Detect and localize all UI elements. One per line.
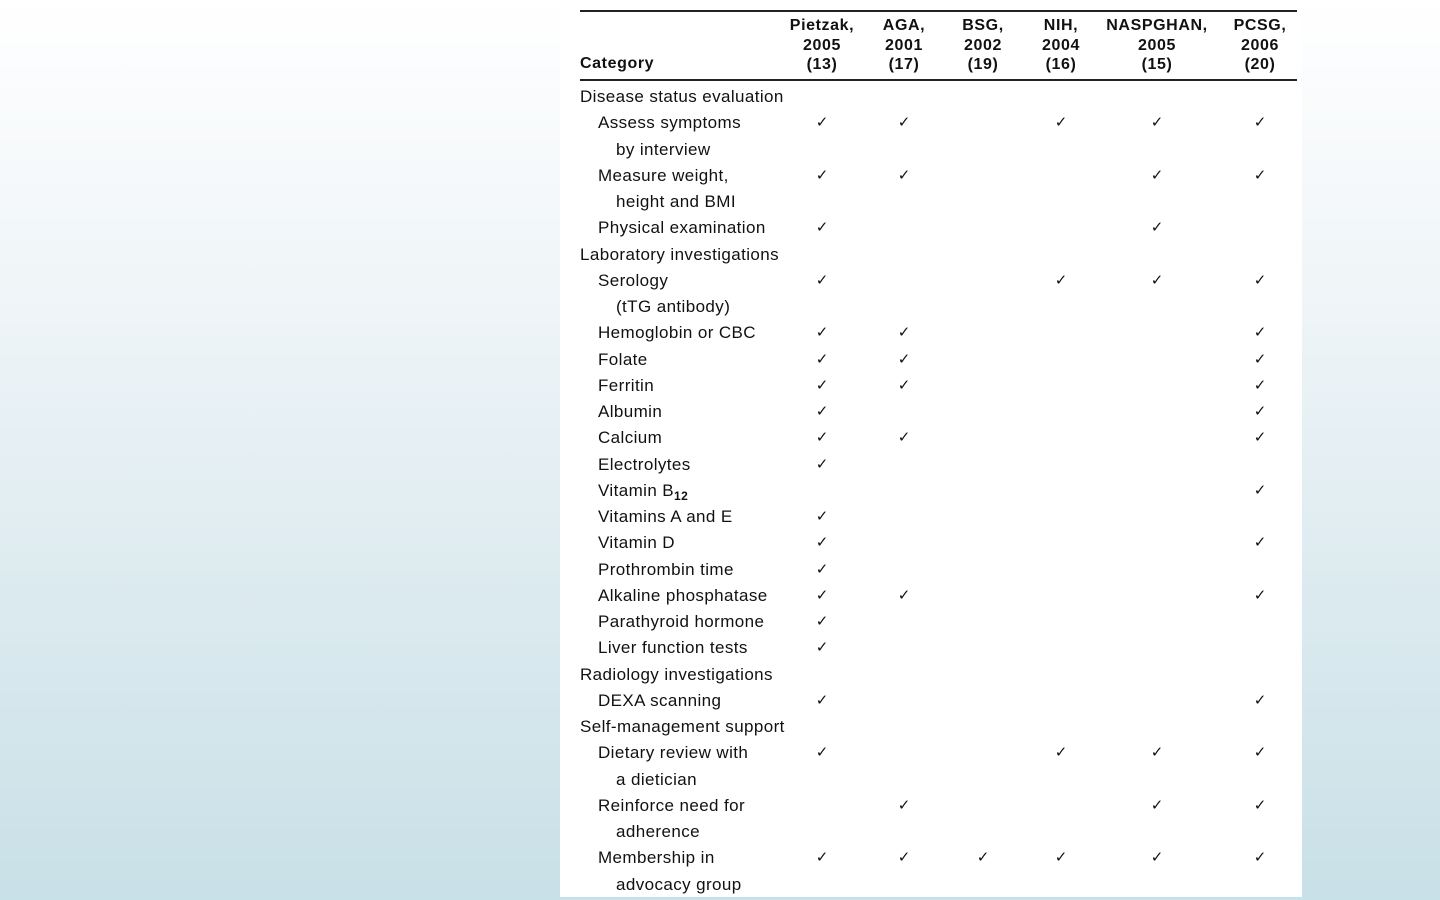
column-header-name: AGA, bbox=[882, 17, 926, 34]
checkmark-icon: ✓ bbox=[1150, 270, 1164, 289]
column-header-year: 2004 bbox=[1042, 36, 1080, 54]
row-label: Assess symptoms bbox=[598, 113, 741, 133]
column-header-ref: (16) bbox=[1045, 56, 1077, 73]
row-label: Liver function tests bbox=[598, 638, 748, 658]
checkmark-icon: ✓ bbox=[1150, 165, 1164, 184]
checkmark-icon: ✓ bbox=[1253, 270, 1267, 289]
section-row bbox=[560, 84, 1302, 110]
checkmark-icon: ✓ bbox=[815, 638, 829, 657]
checkmark-icon: ✓ bbox=[897, 585, 911, 604]
checkmark-icon: ✓ bbox=[1253, 480, 1267, 499]
table-row bbox=[560, 294, 1302, 320]
row-label: Serology bbox=[598, 270, 669, 290]
row-label: Folate bbox=[598, 349, 648, 369]
checkmark-icon: ✓ bbox=[1054, 270, 1068, 289]
checkmark-icon: ✓ bbox=[897, 323, 911, 342]
row-label: Hemoglobin or CBC bbox=[598, 323, 756, 343]
column-header bbox=[1006, 16, 1116, 75]
checkmark-icon: ✓ bbox=[815, 507, 829, 525]
row-label: height and BMI bbox=[616, 192, 736, 211]
checkmark-icon: ✓ bbox=[897, 165, 911, 184]
row-label: Vitamins A and E bbox=[598, 507, 733, 526]
section-label: Disease status evaluation bbox=[580, 87, 784, 106]
checkmark-icon: ✓ bbox=[1253, 349, 1267, 368]
checkmark-icon: ✓ bbox=[815, 585, 829, 604]
table-row bbox=[560, 504, 1302, 530]
row-label: DEXA scanning bbox=[598, 690, 722, 710]
table-row bbox=[560, 688, 1302, 714]
checkmark-icon: ✓ bbox=[815, 375, 829, 394]
table-row bbox=[560, 320, 1302, 346]
column-header-name: Pietzak, bbox=[789, 17, 855, 34]
table-row bbox=[560, 452, 1302, 478]
checkmark-icon: ✓ bbox=[815, 428, 829, 447]
row-label: Alkaline phosphatase bbox=[598, 585, 768, 605]
table-top-rule bbox=[580, 10, 1297, 12]
checkmark-icon: ✓ bbox=[897, 349, 911, 368]
section-label: Laboratory investigations bbox=[580, 244, 780, 264]
checkmark-icon: ✓ bbox=[1253, 375, 1267, 394]
checkmark-icon: ✓ bbox=[897, 375, 911, 394]
section-row bbox=[560, 242, 1302, 268]
checkmark-icon: ✓ bbox=[1054, 848, 1068, 867]
checkmark-icon: ✓ bbox=[976, 848, 990, 867]
checkmark-icon: ✓ bbox=[1150, 848, 1164, 867]
table-row bbox=[560, 819, 1302, 845]
checkmark-icon: ✓ bbox=[1150, 743, 1164, 762]
subscript: 12 bbox=[674, 488, 689, 503]
table-row bbox=[560, 767, 1302, 793]
checkmark-icon: ✓ bbox=[897, 428, 911, 447]
checkmark-icon: ✓ bbox=[1253, 165, 1267, 184]
column-header-year: 2005 bbox=[803, 36, 841, 54]
table-row bbox=[560, 635, 1302, 661]
column-header-ref: (19) bbox=[967, 56, 999, 73]
column-header-year: 2006 bbox=[1241, 36, 1279, 54]
checkmark-icon: ✓ bbox=[815, 323, 829, 342]
checkmark-icon: ✓ bbox=[815, 690, 829, 709]
section-label: Self-management support bbox=[580, 717, 785, 736]
row-label: Reinforce need for bbox=[598, 795, 746, 815]
column-header-ref: (13) bbox=[806, 56, 838, 73]
checkmark-icon: ✓ bbox=[815, 848, 829, 867]
table-row bbox=[560, 557, 1302, 583]
row-label: Prothrombin time bbox=[598, 559, 734, 579]
row-label: Measure weight, bbox=[598, 165, 729, 185]
column-header-year: 2001 bbox=[885, 36, 923, 54]
checkmark-icon: ✓ bbox=[815, 533, 829, 552]
table-row bbox=[560, 609, 1302, 635]
row-label: Electrolytes bbox=[598, 454, 691, 474]
section-row bbox=[560, 662, 1302, 688]
row-label: by interview bbox=[616, 139, 711, 159]
category-header: Category bbox=[580, 55, 655, 72]
column-header-ref: (17) bbox=[888, 56, 920, 73]
checkmark-icon: ✓ bbox=[1150, 795, 1164, 814]
row-label: (tTG antibody) bbox=[616, 297, 731, 316]
checkmark-icon: ✓ bbox=[1253, 402, 1267, 420]
checkmark-icon: ✓ bbox=[815, 270, 829, 289]
table-panel bbox=[560, 0, 1302, 897]
row-label: Calcium bbox=[598, 428, 663, 448]
checkmark-icon: ✓ bbox=[1253, 113, 1267, 132]
checkmark-icon: ✓ bbox=[1253, 848, 1267, 867]
section-row bbox=[560, 714, 1302, 740]
table-row bbox=[560, 845, 1302, 871]
checkmark-icon: ✓ bbox=[815, 165, 829, 184]
table-row bbox=[560, 872, 1302, 898]
table-row bbox=[560, 189, 1302, 215]
checkmark-icon: ✓ bbox=[897, 113, 911, 132]
checkmark-icon: ✓ bbox=[815, 218, 829, 237]
section-label: Radiology investigations bbox=[580, 664, 773, 684]
checkmark-icon: ✓ bbox=[1253, 795, 1267, 814]
table-header-rule bbox=[580, 79, 1297, 81]
table-row bbox=[560, 373, 1302, 399]
column-header-name: PCSG, bbox=[1233, 17, 1287, 34]
row-label: Physical examination bbox=[598, 218, 766, 238]
column-header bbox=[1205, 16, 1315, 75]
column-header-name: BSG, bbox=[962, 17, 1004, 34]
table-row bbox=[560, 268, 1302, 294]
table-row bbox=[560, 425, 1302, 451]
checkmark-icon: ✓ bbox=[1253, 743, 1267, 762]
table-row bbox=[560, 793, 1302, 819]
row-label: Membership in bbox=[598, 848, 715, 868]
checkmark-icon: ✓ bbox=[897, 848, 911, 867]
checkmark-icon: ✓ bbox=[1150, 218, 1164, 237]
table-row bbox=[560, 478, 1302, 504]
table-row bbox=[560, 583, 1302, 609]
checkmark-icon: ✓ bbox=[815, 113, 829, 132]
row-label: Albumin bbox=[598, 402, 663, 421]
row-label: Ferritin bbox=[598, 375, 655, 395]
table-row bbox=[560, 399, 1302, 425]
row-label: Vitamin $B_{12}$ bbox=[598, 480, 689, 503]
column-header-year: 2002 bbox=[964, 36, 1002, 54]
row-label: advocacy group bbox=[616, 874, 742, 894]
row-label: Dietary review with bbox=[598, 743, 749, 763]
table-row bbox=[560, 137, 1302, 163]
checkmark-icon: ✓ bbox=[815, 349, 829, 368]
checkmark-icon: ✓ bbox=[1253, 585, 1267, 604]
table-row bbox=[560, 110, 1302, 136]
row-label: Parathyroid hormone bbox=[598, 612, 765, 631]
checkmark-icon: ✓ bbox=[815, 454, 829, 473]
checkmark-icon: ✓ bbox=[1253, 690, 1267, 709]
column-header bbox=[1102, 16, 1212, 75]
checkmark-icon: ✓ bbox=[1054, 113, 1068, 132]
table-row bbox=[560, 215, 1302, 241]
row-label: Vitamin D bbox=[598, 533, 675, 553]
checkmark-icon: ✓ bbox=[1054, 743, 1068, 762]
column-header-year: 2005 bbox=[1138, 36, 1176, 54]
checkmark-icon: ✓ bbox=[815, 743, 829, 762]
column-header-name: NASPGHAN, bbox=[1106, 17, 1208, 34]
checkmark-icon: ✓ bbox=[1253, 428, 1267, 447]
checkmark-icon: ✓ bbox=[815, 612, 829, 630]
table-row bbox=[560, 163, 1302, 189]
table-row bbox=[560, 530, 1302, 556]
checkmark-icon: ✓ bbox=[897, 795, 911, 814]
table-row bbox=[560, 347, 1302, 373]
checkmark-icon: ✓ bbox=[1253, 323, 1267, 342]
table-row bbox=[560, 740, 1302, 766]
checkmark-icon: ✓ bbox=[815, 402, 829, 420]
column-header-name: NIH, bbox=[1043, 17, 1079, 34]
checkmark-icon: ✓ bbox=[1150, 113, 1164, 132]
checkmark-icon: ✓ bbox=[815, 559, 829, 578]
column-header-ref: (20) bbox=[1244, 56, 1276, 73]
row-label: a dietician bbox=[616, 769, 697, 789]
checkmark-icon: ✓ bbox=[1253, 533, 1267, 552]
column-header-ref: (15) bbox=[1141, 56, 1173, 73]
row-label: adherence bbox=[616, 822, 700, 841]
